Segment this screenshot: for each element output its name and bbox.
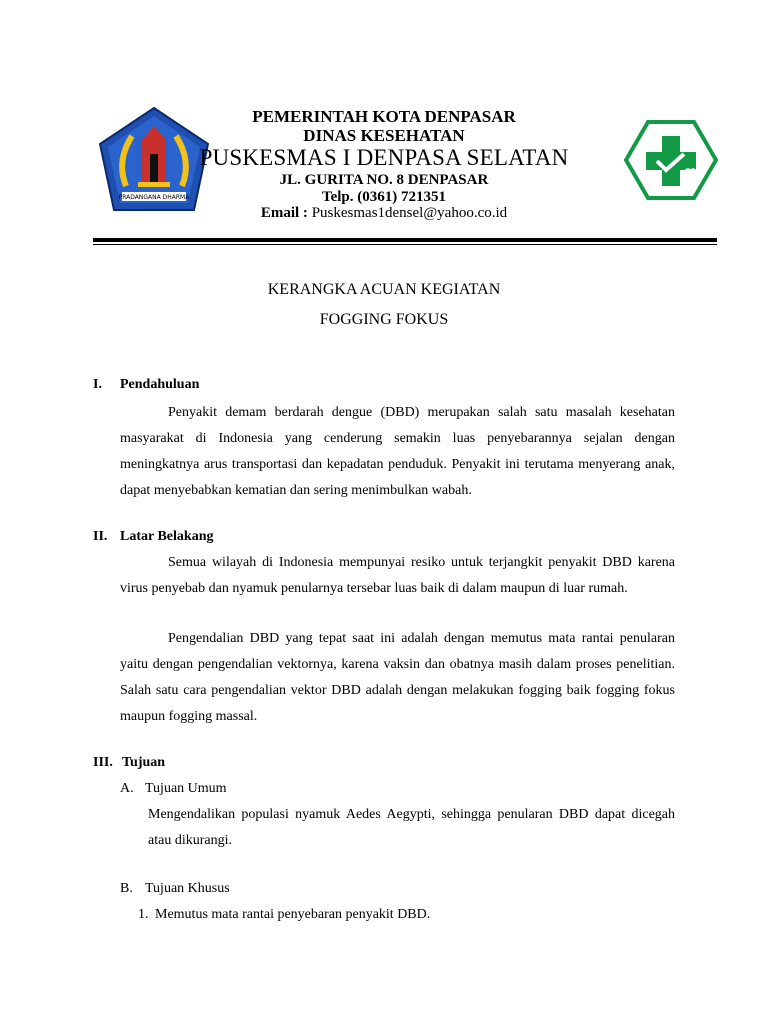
list-item-number: 1.	[138, 907, 149, 922]
section-3-number: III.	[93, 755, 113, 770]
letterhead-address: JL. GURITA NO. 8 DENPASAR	[279, 172, 489, 188]
section-1-text: Penyakit demam berdarah dengue (DBD) merupakan salah satu masalah kesehatan masyarakat di Indonesia yang cenderung semakin luas penyebarannya sejalan dengan meningkatnya arus transportasi dan kepadatan penduduk. Penyakit ini terutama menyerang anak, dapat menyebabkan kematian dan sering menimbulkan wabah.	[120, 405, 675, 498]
subsection-a-label: A.	[120, 781, 134, 796]
email-label: Email :	[260, 205, 308, 221]
section-2-paragraph-1	[120, 550, 675, 602]
section-2-paragraph-2	[120, 626, 675, 730]
email-address[interactable]: Puskesmas1densel@yahoo.co.id	[311, 205, 508, 221]
subsection-a-title: Tujuan Umum	[145, 781, 227, 796]
puskesmas-cross-logo	[624, 120, 718, 200]
subsection-b-title: Tujuan Khusus	[145, 881, 230, 896]
section-2-title: Latar Belakang	[120, 529, 214, 544]
subsection-a-paragraph: Mengendalikan populasi nyamuk Aedes Aegypti, sehingga penularan DBD dapat dicegah atau dikurangi.	[148, 807, 675, 848]
letterhead-phone: Telp. (0361) 721351	[321, 189, 447, 205]
letterhead-institution: PUSKESMAS I DENPASA SELATAN	[199, 145, 569, 170]
section-1-paragraph	[120, 400, 675, 504]
document-subtitle: FOGGING FOKUS	[319, 311, 449, 328]
svg-text:PRADANGANA DHARMA: PRADANGANA DHARMA	[118, 194, 190, 201]
section-1-number: I.	[93, 377, 102, 392]
document-title: KERANGKA ACUAN KEGIATAN	[267, 281, 501, 298]
letterhead-government: PEMERINTAH KOTA DENPASAR	[252, 107, 516, 126]
list-item: Memutus mata rantai penyebaran penyakit DBD.	[155, 907, 431, 922]
letterhead-divider-thick	[93, 238, 717, 242]
letterhead-email	[0, 205, 768, 222]
section-2-text-2: Pengendalian DBD yang tepat saat ini adalah dengan memutus mata rantai penularan yaitu dengan pengendalian vektornya, karena vaksin dan obatnya masih dalam proses penelitian. Salah satu cara pengendalian vektor DBD adalah dengan melakukan fogging baik fogging fokus maupun fogging massal.	[120, 631, 675, 724]
section-2-text-1: Semua wilayah di Indonesia mempunyai resiko untuk terjangkit penyakit DBD karena virus penyebab dan nyamuk penularnya tersebar luas baik di dalam maupun di luar rumah.	[120, 555, 675, 596]
subsection-b-label: B.	[120, 881, 133, 896]
section-2-number: II.	[93, 529, 108, 544]
section-3-title: Tujuan	[122, 755, 166, 770]
letterhead-divider-thin	[93, 244, 717, 245]
letterhead-department: DINAS KESEHATAN	[303, 126, 465, 145]
section-1-title: Pendahuluan	[120, 377, 200, 392]
